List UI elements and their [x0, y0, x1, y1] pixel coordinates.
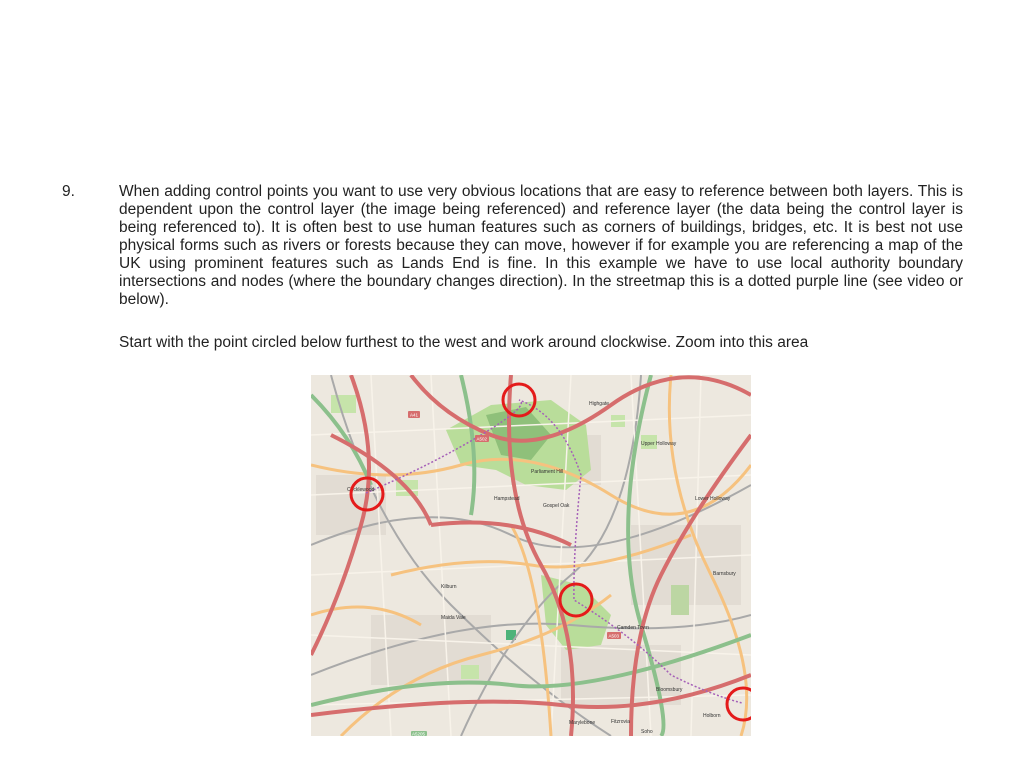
svg-text:A41: A41	[410, 412, 419, 418]
label-holborn: Holborn	[703, 713, 721, 719]
label-lower-holloway: Lower Holloway	[695, 496, 731, 502]
svg-text:A502: A502	[476, 436, 488, 442]
road-shield-a5205	[411, 731, 427, 736]
label-highgate: Highgate	[589, 401, 610, 407]
svg-text:A503: A503	[608, 633, 620, 639]
road-shield-a502	[475, 435, 489, 442]
label-cricklewood: Cricklewood	[347, 487, 375, 493]
label-parliament-hill: Parliament Hill	[531, 469, 564, 475]
label-hampstead: Hampstead	[494, 496, 520, 502]
label-camden-town: Camden Town	[617, 625, 649, 631]
label-barnsbury: Barnsbury	[713, 571, 736, 577]
label-marylebone: Marylebone	[569, 720, 596, 726]
label-maida-vale: Maida Vale	[441, 615, 466, 621]
svg-text:A5205: A5205	[412, 731, 426, 736]
list-number: 9.	[62, 183, 75, 200]
label-kilburn: Kilburn	[441, 584, 457, 590]
instruction-paragraph: When adding control points you want to use very obvious locations that are easy to reference between both layers. This is dependent upon the control layer (the image being referenced) and reference layer (the data being the control layer is being referenced to). It is often best to use human features such as corners of buildings, bridges, etc. It is best not use physical forms such as rivers or forests because they can move, however if for example you are referencing a map of the UK using prominent features such as Lands End is fine. In this example we have to use local authority boundary intersections and nodes (where the boundary changes direction). In the streetmap this is a dotted purple line (see video or below).	[119, 183, 963, 308]
label-gospel-oak: Gospel Oak	[543, 503, 570, 509]
label-bloomsbury: Bloomsbury	[656, 687, 683, 693]
instruction-follow-up: Start with the point circled below furthest to the west and work around clockwise. Zoom into this area	[119, 334, 809, 351]
street-map	[311, 375, 751, 736]
road-shield-a503	[607, 632, 621, 639]
label-upper-holloway: Upper Holloway	[641, 441, 677, 447]
label-soho: Soho	[641, 729, 653, 735]
road-shield-a41	[408, 411, 420, 418]
label-fitzrovia: Fitzrovia	[611, 719, 630, 725]
